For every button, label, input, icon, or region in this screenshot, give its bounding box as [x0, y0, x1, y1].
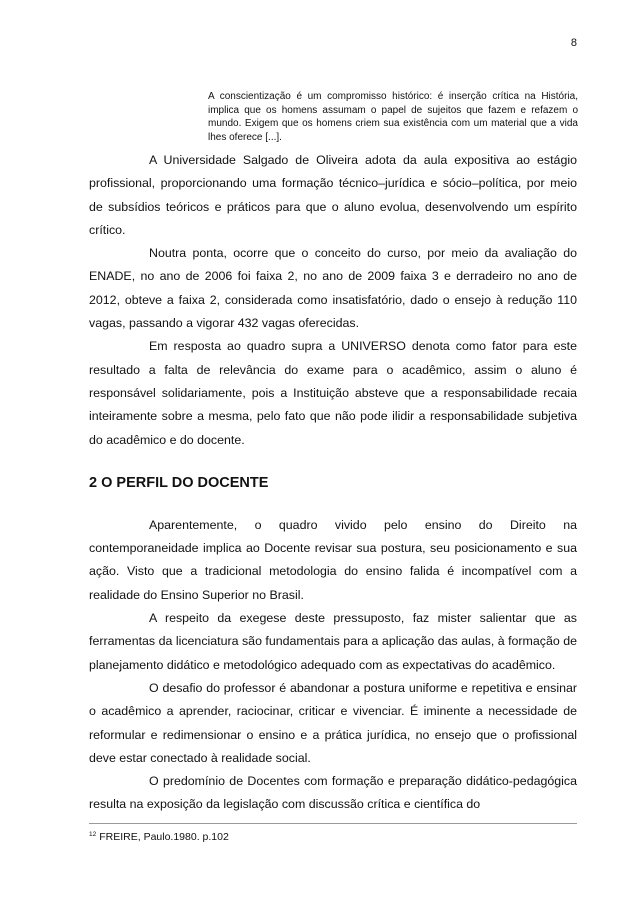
paragraph: A respeito da exegese deste pressuposto, faz mister salientar que as ferramentas da licenciatura são fundamentais para a aplicação das aulas, à formação de planejamento didático e metodológico adequado com as expectativas do acadêmico. [89, 611, 577, 672]
section-heading: 2 O PERFIL DO DOCENTE [89, 474, 269, 491]
footnote-marker: 12 [89, 831, 97, 838]
paragraph: Aparentemente, o quadro vivido pelo ensino do Direito na contemporaneidade implica ao Docente revisar sua postura, seu posicionamento e sua ação. Visto que a tradicional metodologia do ensino falida é incompatível com a realidade do Ensino Superior no Brasil. [89, 517, 577, 602]
footnote-divider [89, 823, 577, 824]
page-number: 8 [570, 37, 577, 49]
paragraph: Em resposta ao quadro supra a UNIVERSO denota como fator para este resultado a falta de relevância do exame para o acadêmico, assim o aluno é responsável solidariamente, pois a Instituição absteve que a responsabilidade recaia inteiramente sobre a mesma, pelo fato que não pode ilidir a responsabilidade subjetiva do acadêmico e do docente. [89, 339, 577, 447]
block-quote: A conscientização é um compromisso histórico: é inserção crítica na História, implica que os homens assumam o papel de sujeitos que fazem e refazem o mundo. Exigem que os homens criem sua existência com um material que a vida lhes oferece [...]. [208, 91, 578, 143]
body-text [89, 149, 577, 817]
paragraph: O predomínio de Docentes com formação e preparação didático-pedagógica resulta na exposição da legislação com discussão crítica e científica do [89, 774, 577, 812]
footnote-text: FREIRE, Paulo.1980. p.102 [99, 831, 229, 843]
paragraph: Noutra ponta, ocorre que o conceito do curso, por meio da avaliação do ENADE, no ano de 2006 foi faixa 2, no ano de 2009 faixa 3 e derradeiro no ano de 2012, obteve a faixa 2, considerada como insatisfatório, dado o ensejo à redução 110 vagas, passando a vigorar 432 vagas oferecidas. [89, 246, 577, 331]
paragraph: O desafio do professor é abandonar a postura uniforme e repetitiva e ensinar o acadêmico a aprender, raciocinar, criticar e vivenciar. É iminente a necessidade de reformular e redimensionar o ensino e a prática jurídica, no ensejo que o profissional deve estar conectado à realidade social. [89, 680, 577, 765]
footnote [89, 828, 229, 844]
paragraph: A Universidade Salgado de Oliveira adota da aula expositiva ao estágio profissional, proporcionando uma formação técnico–jurídica e sócio–política, por meio de subsídios teóricos e práticos para que o aluno evolua, desenvolvendo um espírito crítico. [89, 153, 577, 237]
